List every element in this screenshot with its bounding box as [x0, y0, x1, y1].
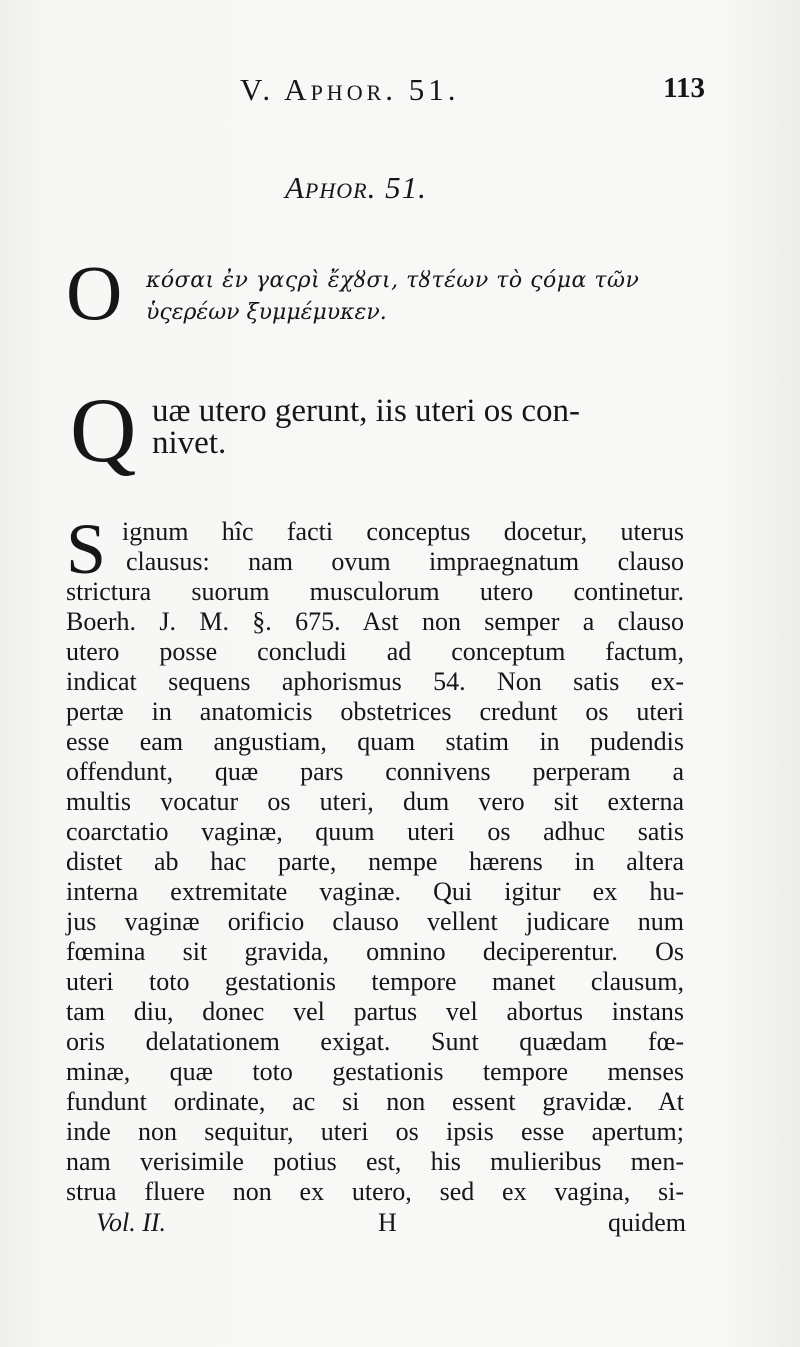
commentary-line: fundunt ordinate, ac si non essent gravidæ. At	[66, 1087, 684, 1116]
page-footer	[96, 1208, 686, 1244]
commentary-line: utero posse concludi ad conceptum factum,	[66, 637, 684, 666]
page-number: 113	[663, 72, 705, 104]
latin-drop-cap: Q	[70, 379, 137, 481]
commentary-line: clausus: nam ovum impraegnatum clauso	[126, 547, 684, 576]
commentary-text	[66, 509, 684, 1207]
greek-line: κόσαι ἐν γαςρὶ ἔχȣσι, τȣτέων τὸ ςόμα τῶν	[146, 268, 640, 293]
latin-aphorism	[70, 379, 710, 481]
commentary-line: esse eam angustiam, quam statim in pudendis	[66, 727, 684, 756]
latin-line: uæ utero gerunt, iis uteri os con-	[152, 393, 581, 429]
commentary-line: fœmina sit gravida, omnino deciperentur. Os	[66, 937, 684, 966]
aphorism-title: Aphor. 51.	[285, 170, 427, 205]
catchword: quidem	[608, 1208, 686, 1237]
commentary-line: strua fluere non ex utero, sed ex vagina, si-	[66, 1177, 684, 1206]
greek-aphorism	[66, 249, 706, 338]
commentary-line: strictura suorum musculorum utero continetur.	[66, 577, 684, 606]
volume-label: Vol. II.	[96, 1208, 167, 1237]
commentary-line: coarctatio vaginæ, quum uteri os adhuc satis	[66, 817, 684, 846]
commentary-line: offendunt, quæ pars connivens perperam a	[66, 757, 684, 786]
commentary-line: distet ab hac parte, nempe hærens in altera	[66, 847, 684, 876]
page-header	[60, 72, 705, 112]
commentary-line: interna extremitate vaginæ. Qui igitur ex hu-	[66, 877, 684, 906]
commentary-line: tam diu, donec vel partus vel abortus instans	[66, 997, 684, 1026]
commentary-line: uteri toto gestationis tempore manet clausum,	[66, 967, 684, 996]
commentary-line: Boerh. J. M. §. 675. Ast non semper a clauso	[66, 607, 684, 636]
greek-line: ὑςερέων ξυμμέμυκεν.	[146, 300, 387, 325]
commentary-line: inde non sequitur, uteri os ipsis esse apertum;	[66, 1117, 684, 1146]
commentary-drop-cap: S	[66, 509, 107, 589]
greek-drop-cap: O	[66, 249, 123, 336]
commentary-line: ignum hîc facti conceptus docetur, uterus	[122, 517, 684, 546]
commentary-line: nam verisimile potius est, his mulieribus men-	[66, 1147, 684, 1176]
commentary-line: jus vaginæ orificio clauso vellent judicare num	[66, 907, 684, 936]
commentary-line: multis vocatur os uteri, dum vero sit externa	[66, 787, 684, 816]
latin-line: nivet.	[152, 425, 227, 461]
commentary-line: minæ, quæ toto gestationis tempore menses	[66, 1057, 684, 1086]
running-head: V. Aphor. 51.	[240, 72, 460, 107]
commentary-line: indicat sequens aphorismus 54. Non satis ex-	[66, 667, 684, 696]
commentary-line: oris delatationem exigat. Sunt quædam fœ-	[66, 1027, 684, 1056]
signature-mark: H	[378, 1208, 397, 1237]
commentary-line: pertæ in anatomicis obstetrices credunt os uteri	[66, 697, 684, 726]
